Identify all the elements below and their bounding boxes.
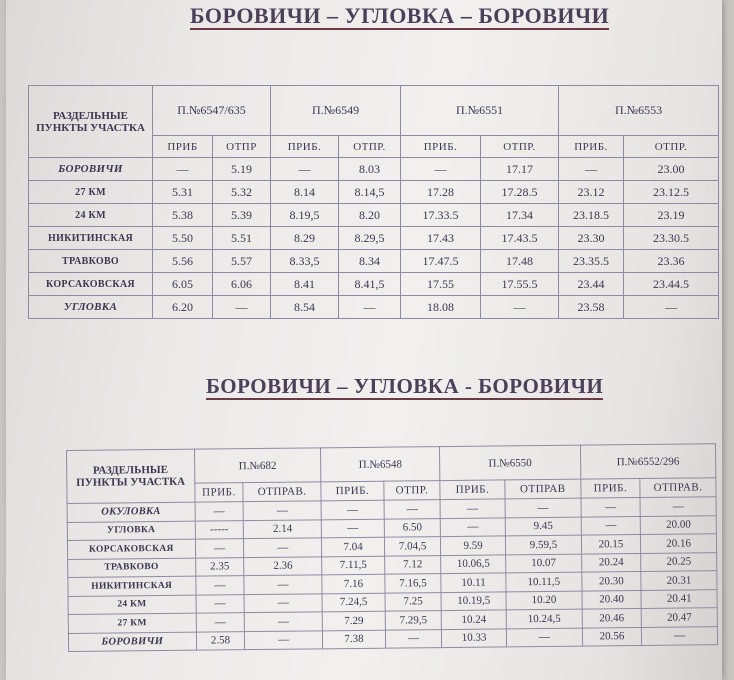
- station-name: БОРОВИЧИ: [29, 158, 153, 181]
- title-bottom: БОРОВИЧИ – УГЛОВКА - БОРОВИЧИ: [206, 374, 604, 398]
- arrival-time: —: [581, 516, 641, 535]
- departure-header: ОТПР.: [339, 136, 401, 158]
- departure-header: ОТПРАВ: [505, 479, 581, 499]
- arrival-time: —: [195, 502, 244, 521]
- arrival-time: 6.20: [153, 296, 213, 319]
- departure-time: 7.25: [385, 592, 441, 611]
- station-name: УГЛОВКА: [29, 296, 153, 319]
- table-row: [29, 296, 719, 319]
- departure-header: ОТПР: [213, 136, 271, 158]
- arrival-time: 10.06,5: [441, 554, 506, 573]
- timetable-bottom: [66, 443, 718, 652]
- arrival-time: 8.33,5: [271, 250, 339, 273]
- departure-time: —: [244, 538, 322, 557]
- departure-time: 10.07: [506, 554, 582, 573]
- arrival-time: 23.44: [559, 273, 624, 296]
- arrival-time: —: [321, 519, 384, 538]
- station-name: 27 КМ: [29, 181, 153, 204]
- departure-time: —: [213, 296, 271, 319]
- departure-header: ОТПР.: [384, 481, 440, 501]
- departure-time: 17.34: [481, 204, 559, 227]
- arrival-time: —: [321, 500, 384, 519]
- station-column-header: РАЗДЕЛЬНЫЕ ПУНКТЫ УЧАСТКА: [29, 86, 153, 158]
- departure-time: 2.36: [244, 556, 322, 575]
- table-row: [29, 204, 719, 227]
- departure-time: —: [244, 593, 322, 612]
- departure-time: 10.24,5: [506, 609, 582, 628]
- header-row: [29, 86, 719, 136]
- departure-time: 8.34: [339, 250, 401, 273]
- arrival-time: —: [153, 158, 213, 181]
- departure-time: 17.43.5: [481, 227, 559, 250]
- title-top: БОРОВИЧИ – УГЛОВКА – БОРОВИЧИ: [190, 3, 610, 28]
- departure-time: 20.31: [641, 571, 717, 590]
- departure-time: 20.16: [641, 534, 717, 553]
- arrival-time: 23.35.5: [559, 250, 624, 273]
- departure-time: —: [505, 498, 581, 517]
- departure-time: 23.19: [624, 204, 719, 227]
- departure-time: 23.30.5: [624, 227, 719, 250]
- arrival-time: —: [401, 158, 481, 181]
- departure-time: —: [384, 500, 440, 519]
- departure-header: ОТПРАВ.: [640, 478, 716, 498]
- departure-time: 9.59,5: [505, 535, 581, 554]
- train-number-header: П.№6550: [440, 445, 581, 480]
- departure-time: 10.11,5: [506, 572, 582, 591]
- arrival-time: 17.28: [401, 181, 481, 204]
- station-name: КОРСАКОВСКАЯ: [67, 539, 195, 559]
- departure-time: 7.04,5: [384, 537, 440, 556]
- arrival-time: —: [195, 576, 244, 595]
- arrival-time: 10.19,5: [441, 591, 506, 610]
- arrival-time: —: [271, 158, 339, 181]
- timetable-top: [28, 85, 719, 319]
- arrival-time: 18.08: [401, 296, 481, 319]
- arrival-time: 20.24: [581, 553, 641, 572]
- arrival-time: —: [440, 499, 505, 518]
- departure-time: —: [385, 629, 441, 648]
- arrival-time: 20.15: [581, 534, 641, 553]
- departure-time: 5.39: [213, 204, 271, 227]
- arrival-header: ПРИБ.: [440, 480, 505, 500]
- departure-time: 20.47: [641, 608, 717, 627]
- arrival-time: 5.38: [153, 204, 213, 227]
- station-name: КОРСАКОВСКАЯ: [29, 273, 153, 296]
- departure-time: 7.29,5: [385, 611, 441, 630]
- departure-time: 8.41,5: [339, 273, 401, 296]
- departure-time: 20.00: [640, 515, 716, 534]
- departure-time: —: [481, 296, 559, 319]
- arrival-time: 5.56: [153, 250, 213, 273]
- arrival-time: 6.05: [153, 273, 213, 296]
- station-name: ТРАВКОВО: [68, 558, 196, 578]
- arrival-time: 2.35: [195, 557, 244, 576]
- arrival-time: 10.11: [441, 573, 506, 592]
- departure-time: 23.36: [624, 250, 719, 273]
- train-number-header: П.№6549: [271, 86, 401, 136]
- timetable-sheet: [6, 0, 722, 680]
- arrival-time: 20.46: [582, 608, 642, 627]
- arrival-time: 8.14: [271, 181, 339, 204]
- arrival-time: —: [196, 594, 245, 613]
- departure-time: 5.32: [213, 181, 271, 204]
- station-name: БОРОВИЧИ: [68, 632, 196, 652]
- station-name: УГЛОВКА: [67, 521, 195, 541]
- arrival-header: ПРИБ: [153, 136, 213, 158]
- departure-header: ОТПР.: [481, 136, 559, 158]
- departure-time: 6.06: [213, 273, 271, 296]
- train-number-header: П.№6551: [401, 86, 559, 136]
- arrival-time: 23.30: [559, 227, 624, 250]
- train-number-header: П.№6547/635: [153, 86, 271, 136]
- departure-time: 7.16,5: [385, 574, 441, 593]
- arrival-time: 23.18.5: [559, 204, 624, 227]
- departure-time: 10.20: [506, 591, 582, 610]
- departure-time: 17.48: [481, 250, 559, 273]
- arrival-time: 5.31: [153, 181, 213, 204]
- departure-time: 17.17: [481, 158, 559, 181]
- arrival-time: 7.16: [322, 574, 385, 593]
- arrival-time: 17.55: [401, 273, 481, 296]
- arrival-time: —: [581, 497, 641, 516]
- arrival-time: 23.58: [559, 296, 624, 319]
- arrival-time: 20.56: [582, 627, 642, 646]
- departure-time: 20.25: [641, 552, 717, 571]
- station-name: ОКУЛОВКА: [67, 502, 195, 522]
- arrival-time: 10.24: [441, 610, 506, 629]
- departure-time: —: [244, 612, 322, 631]
- arrival-header: ПРИБ.: [194, 483, 243, 503]
- station-name: 24 КМ: [29, 204, 153, 227]
- departure-time: —: [640, 497, 716, 516]
- train-number-header: П.№6553: [559, 86, 719, 136]
- table-row: [29, 158, 719, 181]
- arrival-time: 7.24,5: [322, 593, 385, 612]
- table-row: [29, 227, 719, 250]
- departure-time: 5.51: [213, 227, 271, 250]
- arrival-time: 5.50: [153, 227, 213, 250]
- departure-time: 8.20: [339, 204, 401, 227]
- table-row: [29, 181, 719, 204]
- arrival-time: 8.29: [271, 227, 339, 250]
- departure-time: 8.29,5: [339, 227, 401, 250]
- table-row: [29, 273, 719, 296]
- arrival-time: —: [196, 613, 245, 632]
- departure-time: 6.50: [384, 518, 440, 537]
- arrival-time: 20.30: [582, 571, 642, 590]
- departure-time: —: [244, 575, 322, 594]
- station-name: НИКИТИНСКАЯ: [29, 227, 153, 250]
- departure-time: 5.19: [213, 158, 271, 181]
- station-name: 24 КМ: [68, 595, 196, 615]
- arrival-header: ПРИБ.: [401, 136, 481, 158]
- station-column-header: РАЗДЕЛЬНЫЕ ПУНКТЫ УЧАСТКА: [67, 449, 195, 503]
- arrival-time: -----: [195, 520, 244, 539]
- departure-time: 7.12: [385, 555, 441, 574]
- departure-time: —: [506, 628, 582, 647]
- departure-time: 23.00: [624, 158, 719, 181]
- departure-time: —: [642, 626, 718, 645]
- station-name: НИКИТИНСКАЯ: [68, 576, 196, 596]
- arrival-header: ПРИБ.: [581, 478, 641, 498]
- arrival-time: —: [559, 158, 624, 181]
- train-number-header: П.№6548: [321, 447, 440, 482]
- departure-time: 8.14,5: [339, 181, 401, 204]
- table-row: [29, 250, 719, 273]
- arrival-header: ПРИБ.: [321, 481, 384, 501]
- arrival-time: 7.38: [323, 630, 386, 649]
- departure-time: —: [339, 296, 401, 319]
- departure-time: 17.55.5: [481, 273, 559, 296]
- arrival-time: —: [440, 517, 505, 536]
- departure-header: ОТПР.: [624, 136, 719, 158]
- arrival-header: ПРИБ.: [271, 136, 339, 158]
- departure-time: 5.57: [213, 250, 271, 273]
- departure-time: —: [245, 630, 323, 649]
- departure-time: 9.45: [505, 517, 581, 536]
- arrival-time: 2.58: [196, 631, 245, 650]
- arrival-time: 17.43: [401, 227, 481, 250]
- departure-time: 23.12.5: [624, 181, 719, 204]
- arrival-time: —: [195, 539, 244, 558]
- arrival-time: 10.33: [442, 628, 507, 647]
- departure-time: 23.44.5: [624, 273, 719, 296]
- arrival-time: 7.11,5: [322, 556, 385, 575]
- arrival-time: 17.33.5: [401, 204, 481, 227]
- arrival-time: 8.54: [271, 296, 339, 319]
- arrival-time: 20.40: [582, 590, 642, 609]
- departure-time: 8.03: [339, 158, 401, 181]
- train-number-header: П.№682: [194, 448, 321, 483]
- departure-time: —: [243, 501, 321, 520]
- departure-time: 17.28.5: [481, 181, 559, 204]
- departure-time: 20.41: [641, 589, 717, 608]
- arrival-time: 9.59: [441, 536, 506, 555]
- arrival-header: ПРИБ.: [559, 136, 624, 158]
- arrival-time: 7.04: [322, 537, 385, 556]
- arrival-time: 17.47.5: [401, 250, 481, 273]
- departure-time: 2.14: [244, 519, 322, 538]
- arrival-time: 8.19,5: [271, 204, 339, 227]
- departure-header: ОТПРАВ.: [243, 482, 321, 502]
- station-name: ТРАВКОВО: [29, 250, 153, 273]
- arrival-time: 7.29: [322, 611, 385, 630]
- departure-time: —: [624, 296, 719, 319]
- train-number-header: П.№6552/296: [580, 444, 716, 479]
- arrival-time: 8.41: [271, 273, 339, 296]
- station-name: 27 КМ: [68, 613, 196, 633]
- arrival-time: 23.12: [559, 181, 624, 204]
